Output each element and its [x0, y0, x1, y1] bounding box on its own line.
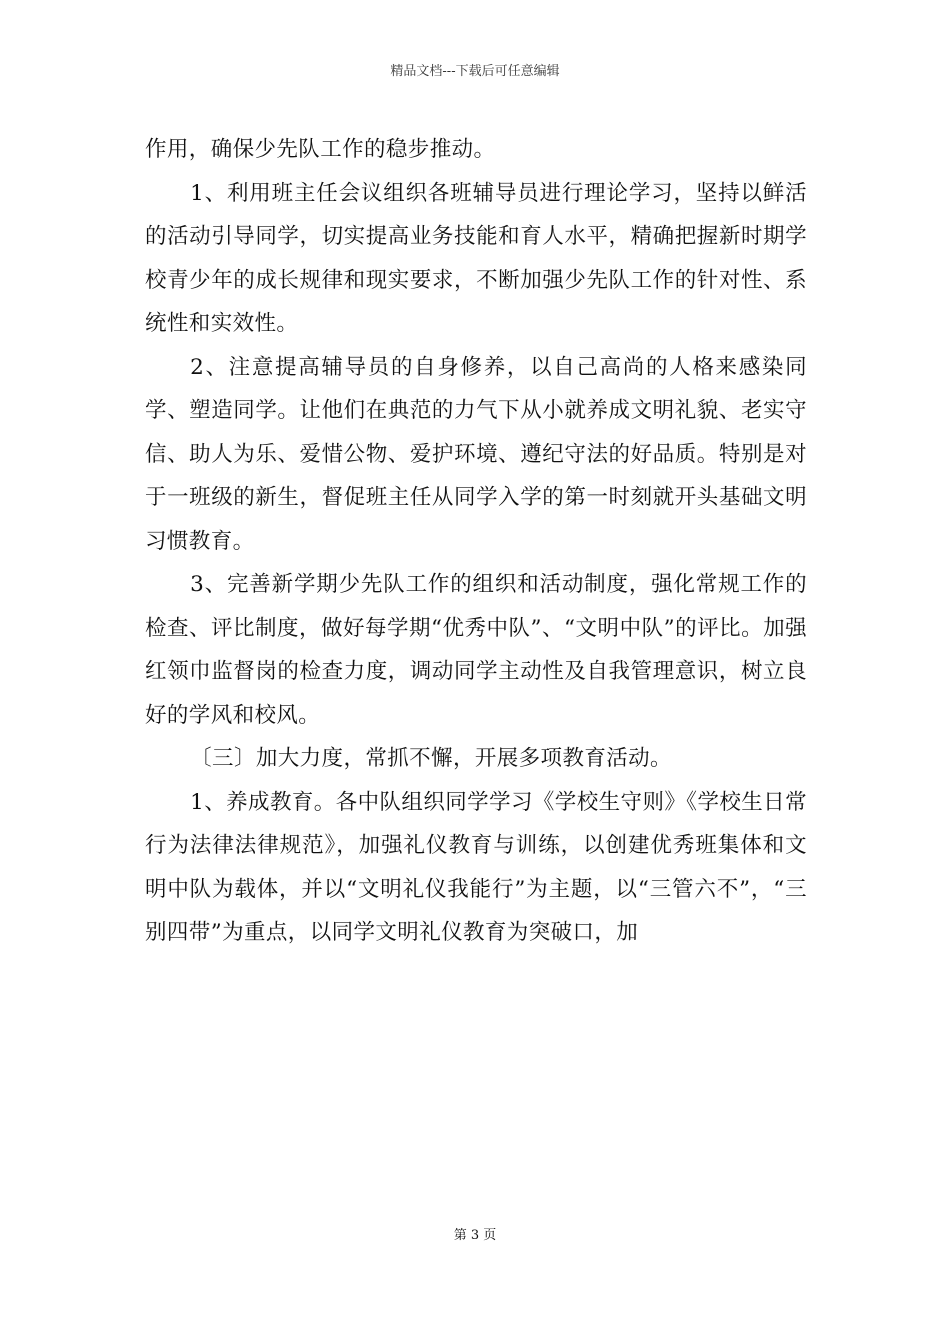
paragraph-habit-education: 1、养成教育。各中队组织同学学习《学校生守则》《学校生日常行为法律法律规范》，加强礼仪教育与训练，以创建优秀班集体和文明中队为载体，并以“文明礼仪我能行”为主题，以“三管六不”，“三别四带”为重点，以同学文明礼仪教育为突破口，加 [145, 789, 807, 945]
paragraph-item-1: 1、利用班主任会议组织各班辅导员进行理论学习，坚持以鲜活的活动引导同学，切实提高业务技能和育人水平，精确把握新时期学校青少年的成长规律和现实要求，不断加强少先队工作的针对性、系统性和实效性。 [145, 180, 807, 336]
paragraph-item-3: 3、完善新学期少先队工作的组织和活动制度，强化常规工作的检查、评比制度，做好每学期“优秀中队”、“文明中队”的评比。加强红领巾监督岗的检查力度，调动同学主动性及自我管理意识，树立良好的学风和校风。 [145, 572, 807, 728]
paragraph-continuation: 作用，确保少先队工作的稳步推动。 [145, 137, 496, 162]
page-number: 第 3 页 [453, 1228, 497, 1243]
section-heading-3: 〔三〕加大力度，常抓不懈，开展多项教育活动。 [190, 746, 672, 771]
document-body [145, 128, 807, 955]
page-header: 精品文档---下载后可任意编辑 [390, 64, 560, 79]
paragraph-item-2: 2、注意提高辅导员的自身修养，以自己高尚的人格来感染同学、塑造同学。让他们在典范的力气下从小就养成文明礼貌、老实守信、助人为乐、爱惜公物、爱护环境、遵纪守法的好品质。特别是对于一班级的新生，督促班主任从同学入学的第一时刻就开头基础文明习惯教育。 [145, 354, 807, 554]
